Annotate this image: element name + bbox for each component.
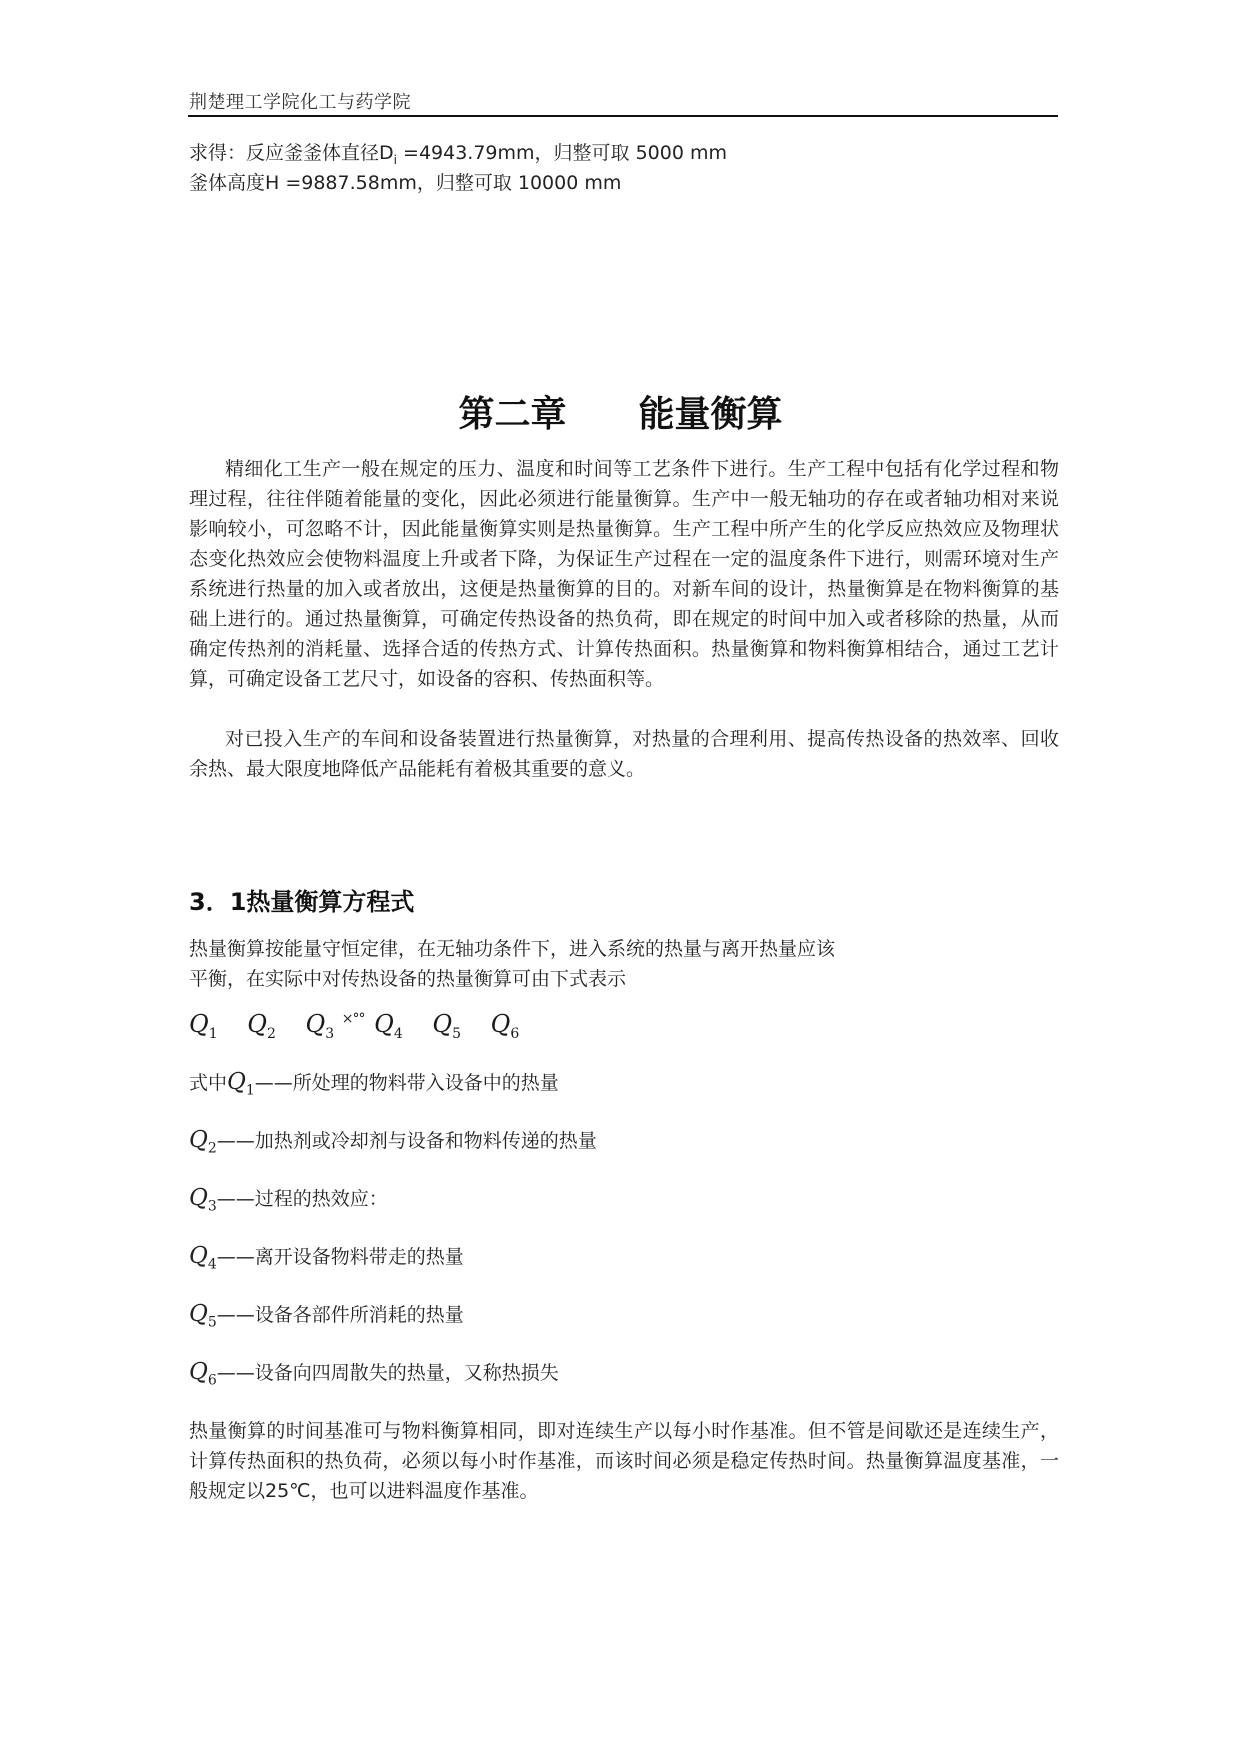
definition-q2 bbox=[189, 1126, 597, 1157]
definition-q1 bbox=[189, 1068, 559, 1099]
intro-paragraph-2: 对已投入生产的车间和设备装置进行热量衡算，对热量的合理利用、提高传热设备的热效率、回收余热、最大限度地降低产品能耗有着极其重要的意义。 bbox=[189, 728, 1059, 780]
definition-q6 bbox=[189, 1358, 559, 1389]
result-line-height: 釜体高度H =9887.58mm，归整可取 10000 mm bbox=[189, 172, 622, 194]
equation-term-q6: $Q_6$ bbox=[490, 1010, 520, 1042]
header-rule bbox=[188, 115, 1058, 117]
definition-text: ——设备各部件所消耗的热量 bbox=[216, 1304, 464, 1326]
heat-balance-equation bbox=[189, 1010, 541, 1042]
definition-text: ——所处理的物料带入设备中的热量 bbox=[254, 1072, 559, 1094]
page-header: 荆楚理工学院化工与药学院 bbox=[189, 92, 411, 113]
result-diameter-suffix: =4943.79mm，归整可取 5000 mm bbox=[396, 142, 727, 164]
chapter-title bbox=[0, 386, 1241, 437]
equation-term-q3: $Q_3$ bbox=[305, 1010, 335, 1042]
intro-paragraph-1: 精细化工生产一般在规定的压力、温度和时间等工艺条件下进行。生产工程中包括有化学过程和物理过程，往往伴随着能量的变化，因此必须进行能量衡算。生产中一般无轴功的存在或者轴功相对来说影响较小，可忽略不计，因此能量衡算实则是热量衡算。生产工程中所产生的化学反应热效应及物理状态变化热效应会使物料温度上升或者下降，为保证生产过程在一定的温度条件下进行，则需环境对生产系统进行热量的加入或者放出，这便是热量衡算的目的。对新车间的设计，热量衡算是在物料衡算的基础上进行的。通过热量衡算，可确定传热设备的热负荷，即在规定的时间中加入或者移除的热量，从而确定传热剂的消耗量、选择合适的传热方式、计算传热面积。热量衡算和物料衡算相结合，通过工艺计算，可确定设备工艺尺寸，如设备的容积、传热面积等。 bbox=[189, 458, 1059, 690]
chapter-name: 能量衡算 bbox=[638, 394, 783, 435]
q-symbol: $Q_4$ bbox=[189, 1243, 217, 1273]
q-symbol: $Q_3$ bbox=[189, 1185, 217, 1215]
definition-q3 bbox=[189, 1184, 388, 1215]
definition-text: ——离开设备物料带走的热量 bbox=[216, 1246, 464, 1268]
equation-term-q4: $Q_4$ bbox=[374, 1010, 403, 1042]
equation-term-q2: $Q_2$ bbox=[247, 1010, 276, 1042]
definition-q4 bbox=[189, 1242, 464, 1273]
equation-operator-glyph: ×°° bbox=[341, 1011, 365, 1027]
definition-text: ——过程的热效应： bbox=[216, 1188, 388, 1210]
definition-prefix: 式中 bbox=[189, 1072, 228, 1094]
chapter-number: 第二章 bbox=[458, 394, 567, 435]
q-symbol: $Q_2$ bbox=[189, 1127, 217, 1157]
definition-text: ——设备向四周散失的热量，又称热损失 bbox=[216, 1362, 559, 1384]
q-symbol: $Q_5$ bbox=[189, 1301, 217, 1331]
definition-q5 bbox=[189, 1300, 464, 1331]
result-diameter-prefix: 求得：反应釜釜体直径D bbox=[189, 142, 394, 164]
section-text-line-1: 热量衡算按能量守恒定律，在无轴功条件下，进入系统的热量与离开热量应该 bbox=[189, 938, 836, 960]
section-title: 3．1热量衡算方程式 bbox=[189, 888, 415, 916]
result-line-diameter bbox=[189, 138, 727, 167]
section-text-line-2: 平衡，在实际中对传热设备的热量衡算可由下式表示 bbox=[189, 968, 627, 990]
equation-term-q1: $Q_1$ bbox=[189, 1010, 218, 1042]
q-symbol: $Q_6$ bbox=[189, 1359, 217, 1389]
q-symbol: $Q_1$ bbox=[227, 1069, 255, 1099]
result-diameter-subscript: i bbox=[393, 152, 397, 167]
equation-term-q5: $Q_5$ bbox=[432, 1010, 461, 1042]
definition-text: ——加热剂或冷却剂与设备和物料传递的热量 bbox=[216, 1130, 597, 1152]
closing-paragraph: 热量衡算的时间基准可与物料衡算相同，即对连续生产以每小时作基准。但不管是间歇还是连续生产，计算传热面积的热负荷，必须以每小时作基准，而该时间必须是稳定传热时间。热量衡算温度基准，一般规定以25℃，也可以进料温度作基准。 bbox=[189, 1420, 1059, 1502]
